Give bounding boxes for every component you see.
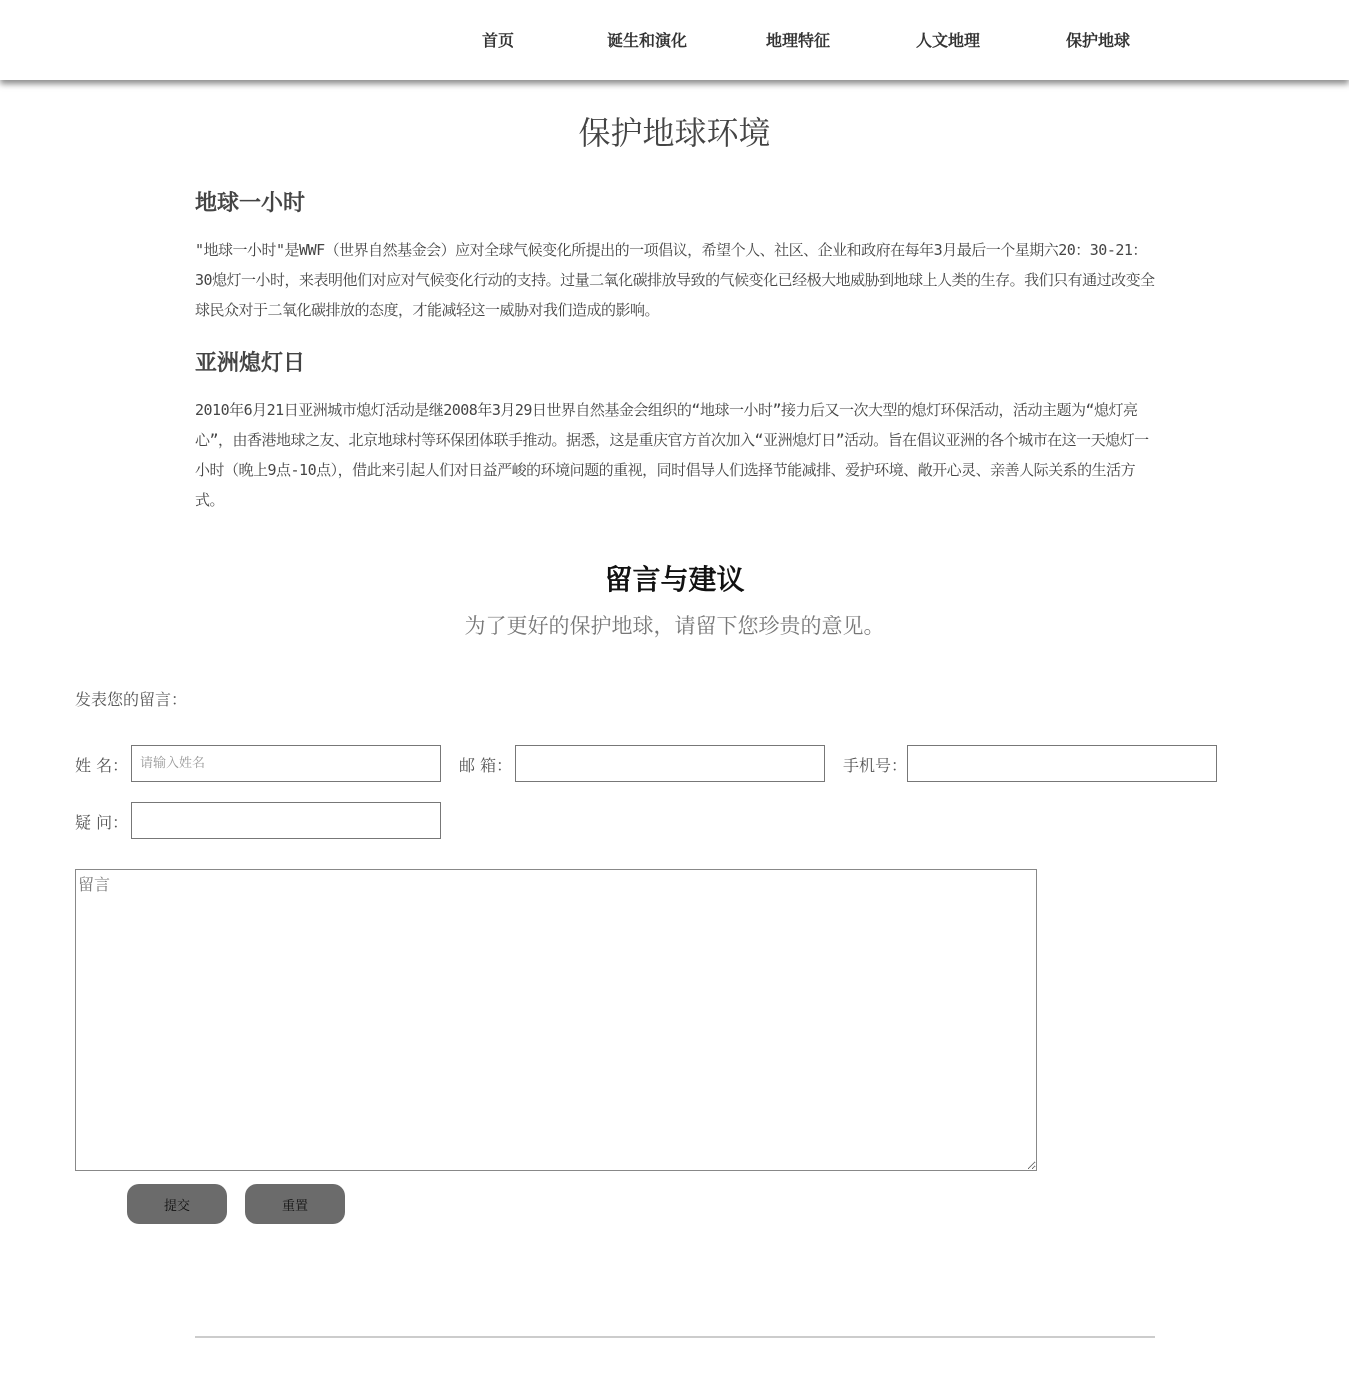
- message-section-title: 留言与建议: [604, 563, 745, 596]
- phone-label: 手机号：: [843, 756, 908, 775]
- section-body: "地球一小时"是WWF（世界自然基金会）应对全球气候变化所提出的一项倡议，希望个人、社区、企业和政府在每年3月最后一个星期六20：30-21：30熄灯一小时，来表明他们对应对气候变化行动的支持。过量二氧化碳排放导致的气候变化已经极大地威胁到地球上人类的生存。我们只有通过改变全球民众对于二氧化碳排放的态度，才能减轻这一威胁对我们造成的影响。: [195, 241, 1155, 319]
- section-heading: 亚洲熄灯日: [195, 350, 306, 376]
- page-title: 保护地球环境: [578, 114, 771, 152]
- nav-item-geography-features[interactable]: 地理特征: [766, 31, 831, 50]
- name-input[interactable]: [131, 745, 441, 782]
- email-label: 邮 箱：: [459, 756, 513, 775]
- nav-item-origin-evolution[interactable]: 诞生和演化: [607, 31, 688, 50]
- submit-button[interactable]: 提交: [127, 1184, 227, 1224]
- message-textarea[interactable]: [75, 869, 1037, 1171]
- email-input[interactable]: [515, 745, 825, 782]
- nav-item-protect-earth[interactable]: 保护地球: [1066, 31, 1131, 50]
- phone-input[interactable]: [907, 745, 1217, 782]
- message-section-subtitle: 为了更好的保护地球，请留下您珍贵的意见。: [464, 614, 885, 638]
- top-navigation-bar: [0, 0, 1349, 80]
- section-earth-hour: [195, 186, 1157, 325]
- question-input[interactable]: [131, 802, 441, 839]
- name-label: 姓 名：: [75, 756, 129, 775]
- nav-item-human-geography[interactable]: 人文地理: [916, 31, 981, 50]
- footer-divider: [195, 1336, 1155, 1338]
- section-body: 2010年6月21日亚洲城市熄灯活动是继2008年3月29日世界自然基金会组织的“地球一小时”接力后又一次大型的熄灯环保活动，活动主题为“熄灯亮心”，由香港地球之友、北京地球村等环保团体联手推动。据悉，这是重庆官方首次加入“亚洲熄灯日”活动。旨在倡议亚洲的各个城市在这一天熄灯一小时（晚上9点-10点），借此来引起人们对日益严峻的环境问题的重视，同时倡导人们选择节能减排、爱护环境、敞开心灵、亲善人际关系的生活方式。: [195, 401, 1149, 509]
- message-intro-label: 发表您的留言：: [75, 690, 188, 709]
- section-asia-lights-off-day: [195, 346, 1157, 515]
- question-label: 疑 问：: [75, 813, 129, 832]
- reset-button[interactable]: 重置: [245, 1184, 345, 1224]
- nav-item-home[interactable]: 首页: [482, 31, 515, 50]
- section-heading: 地球一小时: [195, 190, 306, 216]
